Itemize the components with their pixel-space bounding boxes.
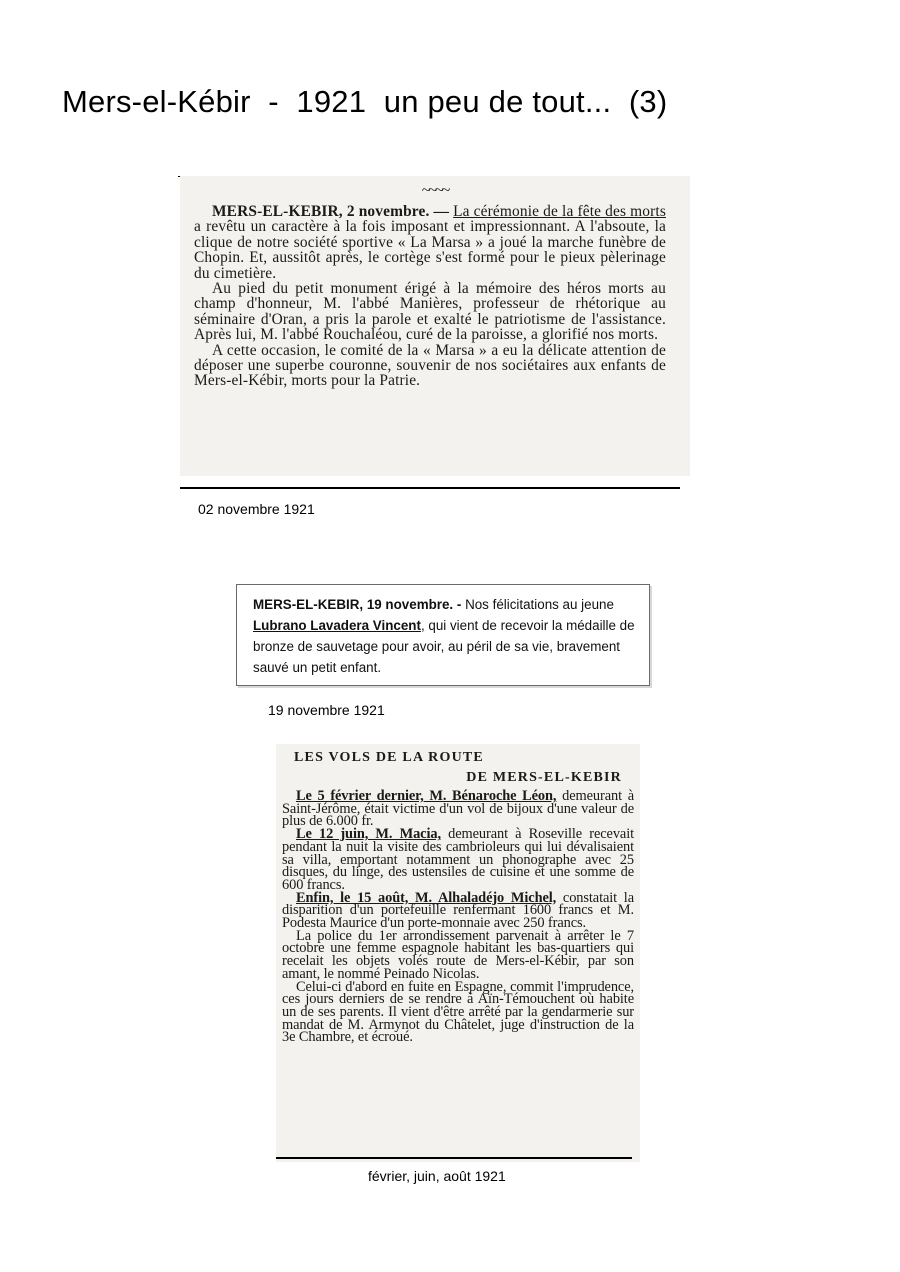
clip3-paragraph-5: Celui-ci d'abord en fuite en Espagne, commit l'imprudence, ces jours derniers de se rendre à Aïn-Témouchent où habite un de ses parents. Il vient d'être arrêté par la gendarmerie sur mandat de M. Armynot du Châtelet, juge d'instruction de la 3e Chambre, et écroué. <box>282 978 634 1046</box>
clip2-caption: 19 novembre 1921 <box>268 702 385 718</box>
clip1-lead: La cérémonie de la fête des morts <box>453 203 666 220</box>
clip1-bottom-rule <box>180 487 680 489</box>
clip1-paragraph-1: a revêtu un caractère à la fois imposant et impressionnant. A l'absoute, la clique de notre société sportive « La Marsa » a joué la marche funèbre de Chopin. Et, aussitôt après, le cortège s'est formé pour le pieux pèlerinage du cimetière. <box>194 218 666 282</box>
clip3-paragraph-1: demeurant à Saint-Jérôme, était victime d'un vol de bijoux d'une valeur de plus de 6.000 fr. <box>282 788 634 830</box>
clip3-paragraph-2: demeurant à Roseville recevait pendant la nuit la visite des cambrioleurs qui lui dévalisaient sa villa, emportant notamment un phonographe avec 25 disques, du linge, des ustensiles de cuisine et une somme de 600 francs. <box>282 826 635 893</box>
clip1-caption: 02 novembre 1921 <box>198 501 315 517</box>
clip2-name: Lubrano Lavadera Vincent <box>253 618 421 633</box>
transcribed-notice-19-novembre <box>236 584 650 686</box>
clip3-lead-3: Enfin, le 15 août, M. Alhaladéjo Michel, <box>296 889 557 906</box>
page-title: Mers-el-Kébir - 1921 un peu de tout... (3) <box>62 84 668 119</box>
clip2-text-1: Nos félicitations au jeune <box>461 597 614 612</box>
clip1-paragraph-2: Au pied du petit monument érigé à la mémoire des héros morts au champ d'honneur, M. l'abbé Manières, professeur de rhétorique au séminaire d'Oran, a pris la parole et exalté le patriotisme de l'assistance. Après lui, M. l'abbé Rouchaléou, curé de la paroisse, a glorifié nos morts. <box>194 280 666 344</box>
clip1-article-text <box>194 204 666 389</box>
clip3-lead-2: Le 12 juin, M. Macia, <box>296 826 441 843</box>
clip3-lead-1: Le 5 février dernier, M. Bénaroche Léon, <box>296 788 557 804</box>
newspaper-clipping-2-novembre <box>180 176 690 476</box>
clip1-dateline: MERS-EL-KEBIR, 2 novembre. — <box>212 203 450 220</box>
newspaper-clipping-vols-route <box>276 744 640 1162</box>
clip3-heading-line-2: DE MERS-EL-KEBIR <box>466 770 622 785</box>
ornament-divider: ~~~~ <box>421 182 449 199</box>
clip2-text-2: , qui vient de recevoir la médaille de bronze de sauvetage pour avoir, au péril de sa vie, bravement sauvé un petit enfant. <box>253 618 635 675</box>
clip3-heading-line-1: LES VOLS DE LA ROUTE <box>294 750 484 765</box>
clip1-paragraph-3: A cette occasion, le comité de la « Marsa » a eu la délicate attention de déposer une superbe couronne, souvenir de nos sociétaires aux enfants de Mers-el-Kébir, morts pour la Patrie. <box>194 341 666 390</box>
clip3-article-text <box>282 790 634 1044</box>
clip3-paragraph-3: constatait la disparition d'un portefeuille renfermant 1600 francs et M. Podesta Maurice d'un porte-monnaie avec 250 francs. <box>282 889 634 932</box>
clip2-dateline: MERS-EL-KEBIR, 19 novembre. - <box>253 597 462 612</box>
clip3-caption: février, juin, août 1921 <box>368 1168 506 1184</box>
clip3-bottom-rule <box>276 1157 632 1159</box>
clip3-paragraph-4: La police du 1er arrondissement parvenait à arrêter le 7 octobre une femme espagnole habitant les bas-quartiers qui recelait les objets volés route de Mers-el-Kébir, par son amant, le nommé Peinado Nicolas. <box>282 927 634 982</box>
